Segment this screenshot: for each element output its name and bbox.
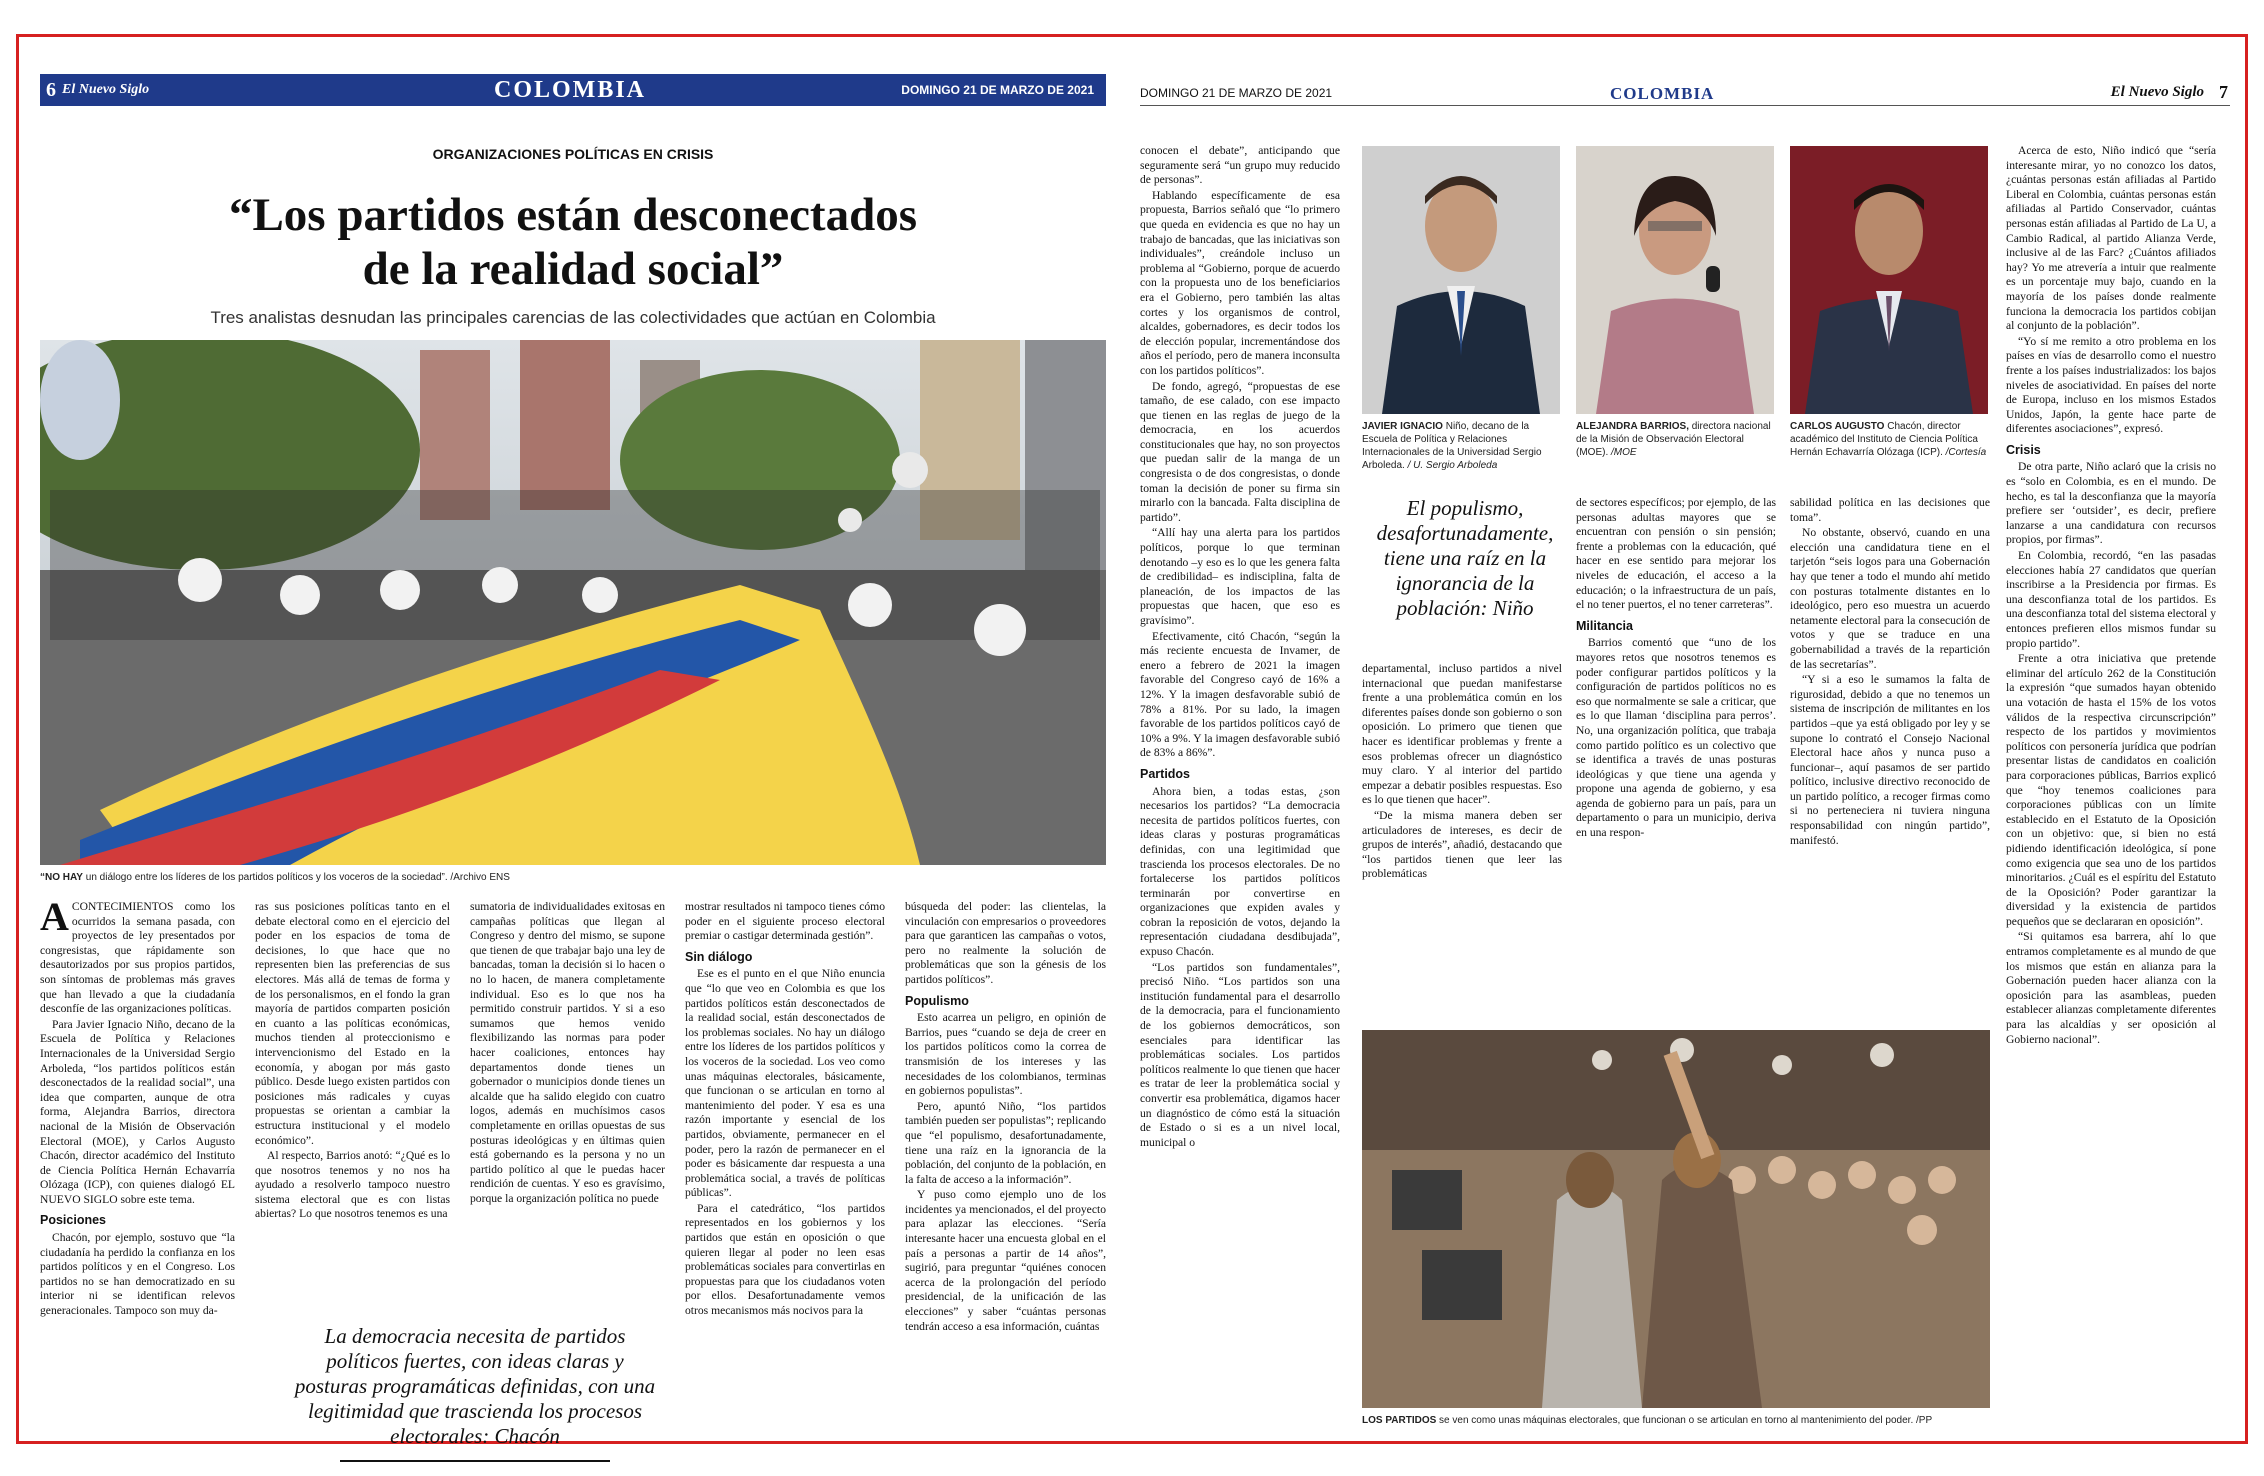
left-col2-p1: ras sus posiciones políticas tanto en el debate electoral como en el ejercicio del poder en los espacios de toma de decisiones, lo que hace que no representen bien las preferencias de sus electores. Más allá de temas de forma y de los personalismos, en el fondo la gran mayoría de partidos comparten posición en cuanto a las políticas económicas, muchos tienden al proteccionismo e intervencionismo del Estado en la economía, y abogan por más gasto público. Desde luego existen partidos con posiciones más radicales y cuyas propuestas se orientan a cambiar la estructura institucional y el modelo económico”. bbox=[255, 900, 450, 1147]
article-deck: Tres analistas desnudan las principales carencias de las colectividades que actúan en Colombia bbox=[210, 308, 936, 327]
right-masthead: El Nuevo Siglo bbox=[2110, 84, 2204, 100]
portrait-nino bbox=[1362, 146, 1560, 414]
right-col1-p1: conocen el debate”, anticipando que seguramente será “un grupo muy reducido de personas”. bbox=[1140, 144, 1340, 187]
right-col3-p1: departamental, incluso partidos a nivel internacional que puedan manifestarse frente a una problemática común en los diferentes países donde son gobierno o son oposición. Lo primero que tienen que hacer es identificar problemas y frente a esos problemas ofrecer un diagnóstico muy claro. Y al interior del partido empezar a debatir posibles respuestas. Eso es lo que tienen que hacer”. bbox=[1362, 662, 1562, 807]
subhead-posiciones: Posiciones bbox=[40, 1213, 106, 1228]
left-col-5 bbox=[905, 900, 1106, 1430]
left-section-title: COLOMBIA bbox=[493, 76, 646, 103]
right-section-title: COLOMBIA bbox=[1610, 84, 1715, 103]
left-page-number: 6 bbox=[46, 78, 56, 101]
portrait-nino-image bbox=[1362, 146, 1560, 414]
rally-photo-caption-lead: LOS PARTIDOS bbox=[1362, 1415, 1437, 1426]
rally-photo bbox=[1362, 1030, 1990, 1408]
subhead-populismo: Populismo bbox=[905, 993, 969, 1008]
right-page bbox=[1140, 74, 2230, 1434]
left-col4-p2: Ese es el punto en el que Niño enuncia que “lo que veo en Colombia es que los partidos políticos están desconectados de la realidad social, están desconectados de los problemas sociales. No hay un diálogo entre los líderes de los partidos políticos y los voceros de la sociedad. Los veo como unas máquinas electorales, básicamente, que funcionan o se articulan en torno al mantenimiento del poder. Y esa es una razón importante y esencial de los partidos, obviamente, permanecer en el poder, pero la razón de permanecer en el poder es básicamente dar respuesta a una problemática social, a través de políticas públicas”. bbox=[685, 967, 885, 1200]
rally-image bbox=[1362, 1030, 1990, 1408]
right-page-number: 7 bbox=[2219, 82, 2228, 102]
rally-photo-caption bbox=[1362, 1414, 1990, 1427]
portrait-barrios bbox=[1576, 146, 1774, 414]
caption-chacon-credit: /Cortesía bbox=[1942, 447, 1987, 458]
left-masthead: El Nuevo Siglo bbox=[62, 82, 150, 97]
caption-nino-credit: / U. Sergio Arboleda bbox=[1404, 460, 1498, 471]
right-col4-p1: de sectores específicos; por ejemplo, de las personas adultas mayores que se encuentran con pensión o sin pensión; frente a problemas con la educación, qué hacer en ese sentido para mejorar los niveles de educación, el acceso a la educación; o la infraestructura de un país, el no tener puertos, el no tener carreteras”. bbox=[1576, 496, 1776, 612]
right-col4-p2: Barrios comentó que “uno de los mayores retos que nosotros tenemos es poder configurar partidos políticos y la configuración de partidos políticos no es eso que normalmente se sale a criticar, que es lo que llaman ‘disciplina para perros’. No, una organización política, que trabaja como partido político es un colectivo que se identifica a través de unas posturas ideológicas y que tiene una agenda y propone una agenda de gobierno, y esa agenda de gobierno para un país, para un departamento o para un municipio, deriva en una respon- bbox=[1576, 636, 1776, 840]
left-col5-p3: Pero, apuntó Niño, “los partidos también pueden ser populistas”; replicando que “el populismo, desafortunadamente, tiene una raíz en la ignorancia de la población, del conjunto de la población, en la falta de acceso a la información”. bbox=[905, 1099, 1106, 1186]
right-col1-p3: De fondo, agregó, “propuestas de ese tamaño, de ese calado, con ese impacto que tienen en las reglas de juego de la democracia, en los acuerdos constitucionales que hay, no son proyectos que puedan salir de la manga de un congresista o de dos congresistas, o donde toman la decisión de poner su firma sin mirarlo con la bancada. Falta disciplina de partido”. bbox=[1140, 379, 1340, 524]
right-col6-p4: En Colombia, recordó, “en las pasadas elecciones había 27 candidatos que querían inscribirse a la Presidencia por firmas. Es una desconfianza total de los partidos. Es una desconfianza total del sistema electoral y entonces prefieren ellos mismos fundar su propio partido”. bbox=[2006, 549, 2216, 650]
left-col5-p4: Y puso como ejemplo uno de los incidentes ya mencionados, el del proyecto para aplazar las elecciones. “Sería interesante hacer una encuesta global en el país a personas a partir de 14 años”, sugirió, para preguntar “quiénes conocen acerca de la prolongación del período presidencial, de la unificación de las elecciones” y saber “cuántas personas tendrán acceso a esa información, cuántas bbox=[905, 1188, 1106, 1333]
caption-nino-lead: JAVIER IGNACIO bbox=[1362, 421, 1443, 432]
left-col4-p3: Para el catedrático, “los partidos representados en los gobiernos y los partidos que están en oposición o que quieren llegar al poder no leen esas problemáticas sociales para convertirlas en propuestas para que los ciudadanos voten por ellos. Desafortunadamente vemos otros mecanismos más nocivos para la bbox=[685, 1201, 885, 1318]
caption-nino bbox=[1362, 420, 1560, 472]
right-page-header-bar bbox=[1140, 82, 2230, 106]
right-col6-p2: “Yo sí me remito a otro problema en los países en vías de desarrollo como el nuestro frente a los países industrializados: los bajos niveles de asociatividad. En países del norte de Europa, incluso en los mismos Estados Unidos, Japón, la gente hace parte de diferentes asociaciones”, expresó. bbox=[2006, 334, 2216, 436]
left-pull-quote-rule bbox=[340, 1460, 610, 1462]
main-photo-caption-text: un diálogo entre los líderes de los partidos políticos y los voceros de la sociedad”. /Archivo ENS bbox=[82, 872, 510, 883]
right-col6-p3: De otra parte, Niño aclaró que la crisis no es “solo en Colombia, es en el mundo. De hecho, es tal la desconfianza que la mayoría prefiere ser ‘outsider’, es decir, prefiere lanzarse a una candidatura con recursos propios, por firmas”. bbox=[2006, 460, 2216, 547]
flag-march-image bbox=[40, 340, 1106, 865]
left-col1-p1: CONTECIMIENTOS como los ocurridos la semana pasada, con proyectos de ley presentados por congresistas, que rápidamente son desautorizados por sus propios partidos, son síntomas de problemas más graves que han llevado a que la ciudadanía desconfíe de las organizaciones políticas. bbox=[40, 900, 235, 1016]
left-col4-p1: mostrar resultados ni tampoco tienes cómo poder en el siguiente proceso electoral premiar o castigar determinada gestión”. bbox=[685, 900, 885, 943]
right-col5-p3: “Y si a eso le sumamos la falta de rigurosidad, debido a que no tenemos un sistema de inscripción de militantes en los partidos –que ya está obligado por ley y se supone lo contrató el Consejo Nacional Electoral hace años y nunca puso a funcionar–, aquí pasamos de ser partido político, inclusive directivo reconocido de un partido político, a recoger firmas como si no perteneciera ni tuviera ninguna responsabilidad con ningún partido”, manifestó. bbox=[1790, 673, 1990, 847]
portrait-chacon bbox=[1790, 146, 1988, 414]
right-col5-p1: sabilidad política en las decisiones que toma”. bbox=[1790, 496, 1990, 524]
right-col1-p5: Efectivamente, citó Chacón, “según la más reciente encuesta de Invamer, de enero a febrero de 2021 la imagen favorable del Congreso cayó de 16% a 12%. Y la imagen desfavorable subió de 78% a 81%. Por su lado, la imagen favorable de los partidos políticos cayó de 10% a 9%. Y la imagen desfavorable subió de 83% a 86%”. bbox=[1140, 629, 1340, 760]
right-col-4 bbox=[1576, 496, 1776, 1022]
right-pull-quote bbox=[1370, 496, 1560, 621]
caption-barrios-lead: ALEJANDRA BARRIOS, bbox=[1576, 421, 1689, 432]
caption-barrios-credit: /MOE bbox=[1608, 447, 1637, 458]
right-col1-p2: Hablando específicamente de esa propuesta, Barrios señaló que “lo primero que queda en evidencia es que no hay un trabajo de bancadas, que las iniciativas son individuales”, creándole incluso un problema al “Gobierno, porque de acuerdo con la propuesta uno de los beneficiarios era el Gobierno, pero también las altas cortes y los organismos de control, alcaldes, gobernadores, es decir todos los de elección popular, incrementándose dos años el período, pero de manera inconsulta con los partidos políticos”. bbox=[1140, 188, 1340, 377]
right-col-5 bbox=[1790, 496, 1990, 1022]
caption-chacon-lead: CARLOS AUGUSTO bbox=[1790, 421, 1885, 432]
caption-barrios-text: directora nacional de la Misión de Observación Electoral (MOE). bbox=[1576, 421, 1771, 458]
right-col-1 bbox=[1140, 144, 1340, 1424]
left-col3-p1: sumatoria de individualidades exitosas en campañas políticas que llegan al Congreso y dentro del mismo, se supone que tienen de que trabajar bajo una ley de bancadas, toman la decisión si lo hacen o no lo hacen, de manera completamente individual. Eso es lo que nos ha permitido construir partidos. Y si a eso sumamos que hemos venido flexibilizando las normas para poder hacer coaliciones, entonces hay departamentos donde tienes un gobernador o municipios donde tienes un alcalde que ha salido elegido con cuatro logos, además en muchísimos casos completamente en orillas opuestas de sus posturas ideológicas y en últimas quien está gobernando es la persona y no un partido político al que le puedas hacer rendición de cuentas. Y eso es gravísimo, porque la organización política no puede bbox=[470, 900, 665, 1205]
left-col5-p2: Esto acarrea un peligro, en opinión de Barrios, pues “cuando se deja de creer en los partidos políticos como la correa de transmisión de los intereses y las necesidades de los colombianos, terminas en gobiernos populistas”. bbox=[905, 1011, 1106, 1098]
article-headline bbox=[40, 188, 1106, 296]
caption-chacon bbox=[1790, 420, 1988, 459]
portrait-chacon-image bbox=[1790, 146, 1988, 414]
dropcap-letter: A bbox=[40, 900, 69, 939]
left-pull-quote bbox=[290, 1324, 660, 1449]
left-col-1 bbox=[40, 900, 235, 1430]
right-col6-p5: Frente a otra iniciativa que pretende eliminar del artículo 262 de la Constitución la expresión “que sumados hayan obtenido una votación de hasta el 15% de los votos válidos de la respectiva circunscripción” respecto de los partidos y movimientos políticos con personería jurídica que podrían presentar listas de candidatos en coalición para corporaciones públicas, Barrios explicó que “hoy tenemos coaliciones para corporaciones públicas con un límite establecido en el Estatuto de la Oposición con un objetivo: que, si bien no está pidiendo identificación ideológica, sí pone como exigencia que sea uno de los partidos minoritarios. ¿Cuál es el espíritu del Estatuto de la Oposición? Poder garantizar la diversidad y la existencia de partidos pequeños que se declararan en oposición”. bbox=[2006, 652, 2216, 928]
article-kicker: ORGANIZACIONES POLÍTICAS EN CRISIS bbox=[432, 146, 714, 162]
right-col-6 bbox=[2006, 144, 2216, 1424]
right-col-3 bbox=[1362, 662, 1562, 1022]
headline-text: “Los partidos están desconectados de la realidad social” bbox=[228, 189, 918, 295]
left-col1-p3: Chacón, por ejemplo, sostuvo que “la ciudadanía ha perdido la confianza en los partidos políticos y en el Congreso. Los partidos no se han democratizado en su interior ni se identifican relevos generacionales. Tampoco son muy da- bbox=[40, 1231, 235, 1318]
left-col1-p2: Para Javier Ignacio Niño, decano de la Escuela de Política y Relaciones Internacionales de la Universidad Sergio Arboleda, “los partidos políticos están desconectados de la realidad social”, una idea que comparten, aunque de otra forma, Alejandra Barrios, directora nacional de la Misión de Observación Electoral (MOE), y Carlos Augusto Chacón, director académico del Instituto de Ciencia Política Hernán Echavarría Olózaga (ICP), con quienes dialogó EL NUEVO SIGLO sobre este tema. bbox=[40, 1017, 235, 1206]
right-pull-quote-text: El populismo, desafortunadamente, tiene una raíz en la ignorancia de la población: Niño bbox=[1376, 496, 1554, 620]
left-col2-p2: Al respecto, Barrios anotó: “¿Qué es lo que nosotros tenemos y no nos ha ayudado a resolverlo tampoco nuestro sistema electoral que es con listas abiertas? Lo que nosotros tenemos es una bbox=[255, 1149, 450, 1221]
main-march-photo bbox=[40, 340, 1106, 865]
right-col2-p1: Ahora bien, a todas estas, ¿son necesarios los partidos? “La democracia necesita de partidos políticos fuertes, con ideas claras y posturas programáticas definidas, con una legitimidad que trascienda los procesos electorales. De no fortalecerse los partidos políticos terminarán por convertirse en organizaciones que expiden avales y cobran la reposición de votos, dejando la representación ciudadana desdibujada”, expuso Chacón. bbox=[1140, 784, 1340, 959]
subhead-militancia: Militancia bbox=[1576, 618, 1633, 633]
left-col5-p1: búsqueda del poder: las clientelas, la vinculación con empresarios o proveedores para que garanticen las campañas o votos, pero no realmente la solución de problemáticas que son la génesis de los partidos políticos”. bbox=[905, 900, 1106, 986]
left-col-2 bbox=[255, 900, 450, 1310]
right-col5-p2: No obstante, observó, cuando en una elección una candidatura tiene en el tarjetón “seis logos para una Gobernación hay que tener a todo el mundo ahí metido con posturas totalmente distantes en lo ideológico, pero eso muestra un acuerdo netamente electoral para la consecución de votos y que se traduce en una gobernabilidad a través de la repartición de las secretarías”. bbox=[1790, 526, 1990, 671]
subhead-crisis: Crisis bbox=[2006, 442, 2041, 457]
caption-nino-text: Niño, decano de la Escuela de Política y Relaciones Internacionales de la Universidad Sergio Arboleda. bbox=[1362, 421, 1542, 471]
left-page-date: DOMINGO 21 DE MARZO DE 2021 bbox=[901, 83, 1094, 97]
caption-chacon-text: Chacón, director académico del Instituto de Ciencia Política Hernán Echavarría Olózaga (ICP). bbox=[1790, 421, 1978, 458]
left-page bbox=[40, 74, 1106, 1448]
left-pull-quote-text: La democracia necesita de partidos políticos fuertes, con ideas claras y posturas programáticas definidas, con una legitimidad que trascienda los procesos electorales: Chacón bbox=[294, 1324, 656, 1448]
subhead-partidos: Partidos bbox=[1140, 766, 1191, 781]
right-col6-p1: Acerca de esto, Niño indicó que “sería interesante mirar, yo no conozco los datos, ¿cuántas personas están afiliadas al Partido Liberal en Colombia, cuántas personas están afiliadas al Partido Conservador, cuántas personas están afiliadas al Partido de La U, a Cambio Radical, al partido Alianza Verde, inclusive al de las Farc? ¿Cuántos afiliados hay? Yo me atrevería a intuir que realmente es un porcentaje muy bajo, cuando en la mayoría de los países donde realmente funciona la democracia los partidos cobijan al conjunto de la población”. bbox=[2006, 144, 2216, 333]
caption-barrios bbox=[1576, 420, 1774, 459]
portrait-barrios-image bbox=[1576, 146, 1774, 414]
left-col-4 bbox=[685, 900, 885, 1430]
rally-photo-caption-text: se ven como unas máquinas electorales, que funcionan o se articulan en torno al mantenimiento del poder. /PP bbox=[1436, 1415, 1933, 1426]
subhead-sin-dialogo: Sin diálogo bbox=[685, 949, 753, 964]
right-col6-p6: “Si quitamos esa barrera, ahí lo que entramos completamente es al mundo de que los mismos que están en alianza para la Gobernación pueden hacer alianza con la oposición para las asambleas, pueden establecer alianzas completamente diferentes para las alcaldías y ser oposición al Gobierno nacional”. bbox=[2006, 930, 2216, 1046]
right-col2-p2: “Los partidos son fundamentales”, precisó Niño. “Los partidos son una institución fundamental para el desarrollo de la democracia, para el funcionamiento de los gobiernos democráticos, son esenciales para identificar las problemáticas sociales. Los partidos políticos realmente lo que tienen que hacer es tratar de leer la problemática social y convertir esa problemática, digamos hacer un diagnóstico de cómo está la situación de Estado o si es a un nivel local, municipal o bbox=[1140, 960, 1340, 1149]
right-col3-p2: “De la misma manera deben ser articuladores de intereses, es decir de grupos de interés”, añadió, destacando que “los partidos tienen que leer las problemáticas bbox=[1362, 808, 1562, 881]
left-page-header-bar bbox=[40, 74, 1106, 106]
right-col1-p4: “Allí hay una alerta para los partidos políticos, porque lo que terminan denotando –y eso es lo que les genera falta de credibilidad– es indisciplina, falta de planeación, de los impactos de las propuestas que hacen, que eso es gravísimo”. bbox=[1140, 526, 1340, 627]
main-photo-caption bbox=[40, 871, 1106, 884]
right-page-date: DOMINGO 21 DE MARZO DE 2021 bbox=[1140, 86, 1333, 100]
main-photo-caption-lead: “NO HAY bbox=[40, 872, 83, 883]
left-col-3 bbox=[470, 900, 665, 1310]
